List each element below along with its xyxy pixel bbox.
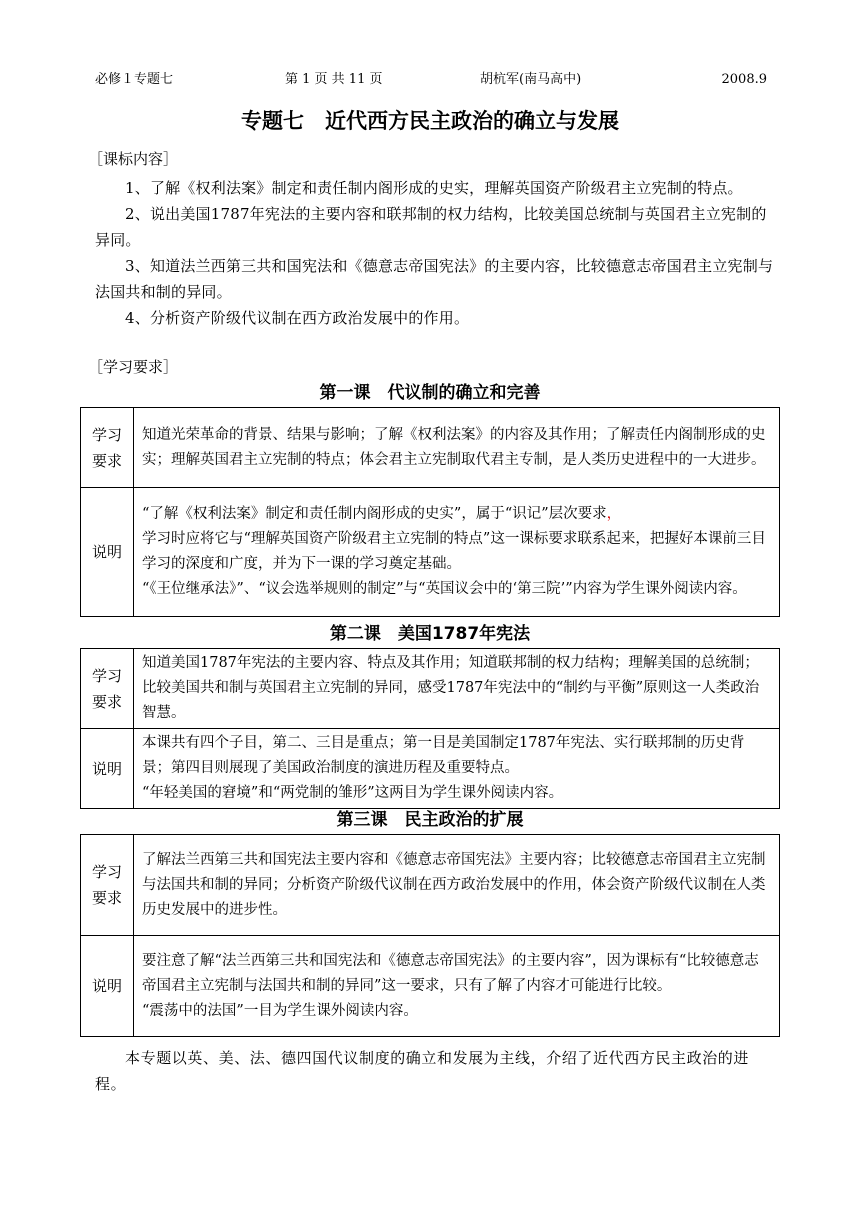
- note-paragraph: “震荡中的法国”一目为学生课外阅读内容。: [142, 1002, 418, 1019]
- requirement-text: 知道光荣革命的背景、结果与影响；了解《权利法案》的内容及其作用；了解责任内阁制形成的史实；理解英国君主立宪制的特点；体会君主立宪制取代君主专制，是人类历史进程中的一大进步。: [134, 408, 780, 488]
- note-label: 说明: [81, 488, 134, 617]
- standards-heading: ［课标内容］: [88, 150, 179, 168]
- table-row: [81, 835, 780, 936]
- table-row: [81, 729, 780, 809]
- table-row: [81, 936, 780, 1037]
- header-course: 必修１专题七: [95, 72, 174, 87]
- requirement-label: 学习要求: [81, 835, 134, 936]
- note-paragraph: 学习时应将它与“理解英国资产阶级君主立宪制的特点”这一课标要求联系起来，把握好本课前三目学习的深度和广度，并为下一课的学习奠定基础。: [142, 531, 766, 572]
- summary-paragraph: 本专题以英、美、法、德四国代议制度的确立和发展为主线，介绍了近代西方民主政治的进程。: [95, 1049, 750, 1093]
- note-label: 说明: [81, 936, 134, 1037]
- header-date: 2008.9: [721, 72, 767, 87]
- note-paragraph: “年轻美国的窘境”和“两党制的雏形”这两目为学生课外阅读内容。: [142, 785, 564, 801]
- lesson-3-title: 第三课 民主政治的扩展: [336, 810, 524, 830]
- note-comma: ，: [606, 506, 622, 522]
- header-page-number: 第 1 页 共 11 页: [285, 72, 383, 87]
- standard-item: 4、分析资产阶级代议制在西方政治发展中的作用。: [125, 309, 470, 327]
- note-text: [134, 729, 780, 809]
- standard-item: 3、知道法兰西第三共和国宪法和《德意志帝国宪法》的主要内容，比较德意志帝国君主立宪制与法国共和制的异同。: [95, 257, 774, 301]
- table-row: [81, 408, 780, 488]
- note-paragraph: 要注意了解“法兰西第三共和国宪法和《德意志帝国宪法》的主要内容”，因为课标有“比较德意志帝国君主立宪制与法国共和制的异同”这一要求，只有了解了内容才可能进行比较。: [142, 952, 759, 994]
- requirement-label: 学习要求: [81, 649, 134, 729]
- header-author: 胡杭军(南马高中): [480, 72, 582, 87]
- note-label: 说明: [81, 729, 134, 809]
- note-paragraph: “《王位继承法》”、“议会选举规则的制定”与“英国议会中的‘第三院’”内容为学生课外阅读内容。: [142, 581, 747, 597]
- note-text: [134, 936, 780, 1037]
- document-title: 专题七 近代西方民主政治的确立与发展: [241, 109, 619, 133]
- note-paragraph: “了解《权利法案》制定和责任制内阁形成的史实”，属于“识记”层次要求: [142, 506, 607, 522]
- standard-item: 2、说出美国1787年宪法的主要内容和联邦制的权力结构，比较美国总统制与英国君主立宪制的异同。: [95, 205, 767, 249]
- lesson-2-title: 第二课 美国1787年宪法: [329, 624, 531, 644]
- lesson-1-table: [80, 407, 780, 617]
- lesson-3-table: [80, 834, 780, 1037]
- requirement-label: 学习要求: [81, 408, 134, 488]
- page-header: [95, 71, 767, 89]
- note-paragraph: 本课共有四个子目，第二、三目是重点；第一目是美国制定1787年宪法、实行联邦制的历史背景；第四目则展现了美国政治制度的演进历程及重要特点。: [142, 735, 745, 776]
- standard-item: 1、了解《权利法案》制定和责任制内阁形成的史实，理解英国资产阶级君主立宪制的特点。: [125, 179, 743, 197]
- note-text: [134, 488, 780, 617]
- requirement-text: 知道美国1787年宪法的主要内容、特点及其作用；知道联邦制的权力结构；理解美国的总统制；比较美国共和制与英国君主立宪制的异同，感受1787年宪法中的“制约与平衡”原则这一人类政治智慧。: [134, 649, 780, 729]
- requirement-text: 了解法兰西第三共和国宪法主要内容和《德意志帝国宪法》主要内容；比较德意志帝国君主立宪制与法国共和制的异同；分析资产阶级代议制在西方政治发展中的作用，体会资产阶级代议制在人类历史发展中的进步性。: [134, 835, 780, 936]
- standards-list: [95, 175, 775, 331]
- table-row: [81, 649, 780, 729]
- lesson-2-table: [80, 648, 780, 809]
- table-row: [81, 488, 780, 617]
- requirements-heading: ［学习要求］: [88, 358, 179, 376]
- lesson-1-title: 第一课 代议制的确立和完善: [319, 383, 541, 403]
